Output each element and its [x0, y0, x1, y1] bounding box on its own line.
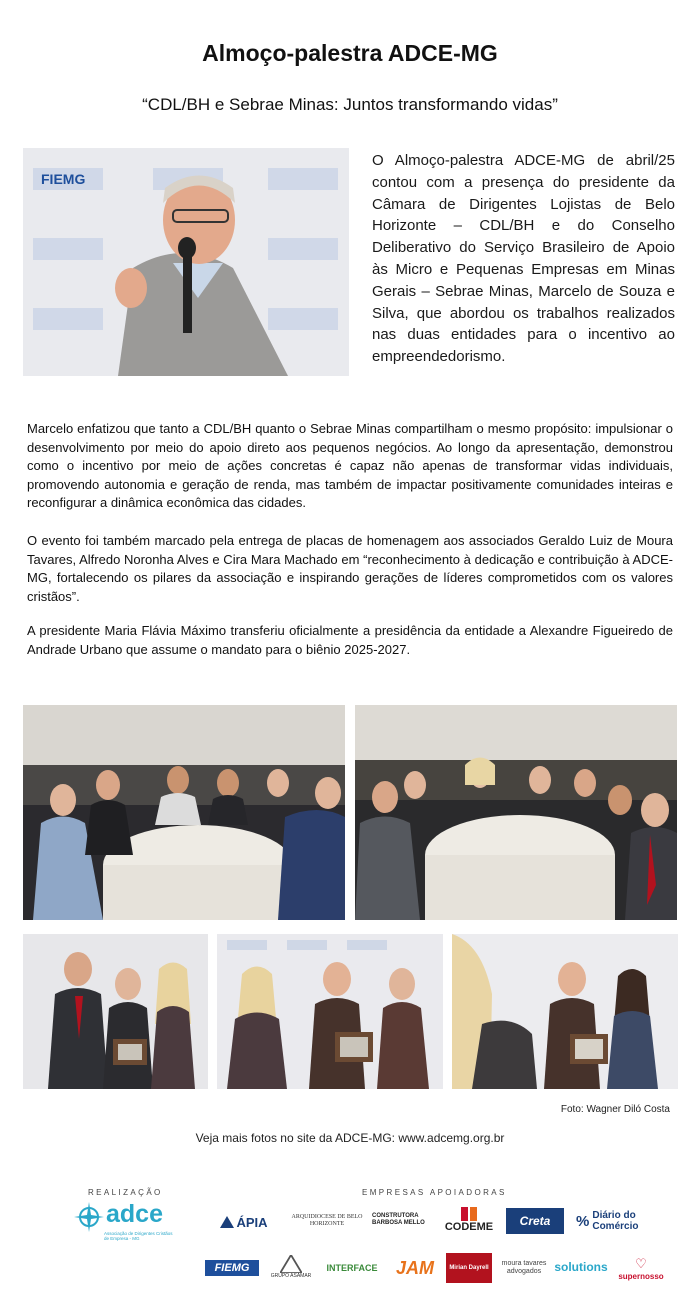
- asamar-triangle-icon: [280, 1255, 302, 1273]
- sponsor-jam: [392, 1255, 438, 1281]
- award-photo-2: [217, 934, 443, 1089]
- apoiadoras-label: EMPRESAS APOIADORAS: [362, 1188, 507, 1197]
- sponsor-jam-name: JAM: [395, 1257, 434, 1278]
- intro-paragraph: O Almoço-palestra ADCE-MG de abril/25 contou com a presença do presidente da Câmara de Dirigentes Lojistas de Belo Horizonte – CDL/BH e do Conselho Deliberativo do Serviço Brasileiro de Apoio às Micro e Pequenas Empresas em Minas Gerais – Sebrae Minas, Marcelo de Souza e Silva, que abordou os trabalhos realizados nas duas entidades para o incentivo ao empreendedorismo.: [372, 152, 675, 366]
- sponsor-arquidiocese-name: ARQUIDIOCESE DE BELO HORIZONTE: [291, 1214, 363, 1227]
- fiemg-banner-text: FIEMG: [41, 171, 86, 187]
- codeme-icon: [461, 1207, 477, 1221]
- sponsor-fiemg: [205, 1260, 259, 1276]
- page-title: Almoço-palestra ADCE-MG: [202, 40, 498, 66]
- sponsor-fiemg-name: FIEMG: [214, 1262, 250, 1274]
- adce-logo: [72, 1200, 176, 1246]
- dinner-photo-left: [23, 705, 345, 920]
- sponsor-interface: [320, 1259, 384, 1277]
- sponsor-creta-name: Creta: [519, 1214, 551, 1228]
- more-photos-link[interactable]: Veja mais fotos no site da ADCE-MG: www.adcemg.org.br: [195, 1131, 505, 1145]
- sponsor-arquidiocese: [285, 1208, 369, 1234]
- adce-tagline: Associação de Dirigentes Cristãos de Empresa - MG: [104, 1231, 173, 1241]
- diario-percent-icon: %: [576, 1212, 590, 1230]
- adce-wordmark: adce: [106, 1200, 163, 1228]
- speaker-photo: [23, 148, 349, 376]
- photo-credit: Foto: Wagner Diló Costa: [560, 1104, 670, 1115]
- sponsor-asamar: [266, 1250, 316, 1284]
- sponsor-barbosa-mello: [372, 1206, 434, 1234]
- sponsor-codeme: [440, 1203, 498, 1237]
- sponsor-diario-name: Diário do Comércio: [592, 1210, 639, 1232]
- sponsor-mirian-name: Mirian Dayrell: [449, 1265, 489, 1271]
- sponsor-apia-name: ÁPIA: [236, 1214, 268, 1230]
- sponsor-solutions-name: solutions: [554, 1260, 608, 1274]
- sponsor-supernosso: [614, 1252, 668, 1284]
- sponsor-codeme-name: CODEME: [444, 1221, 494, 1233]
- sponsor-apia: [216, 1212, 272, 1232]
- sponsor-supernosso-name: supernosso: [618, 1271, 664, 1281]
- supernosso-heart-icon: ♡: [635, 1255, 647, 1271]
- sponsor-asamar-name: GRUPO ASAMAR: [270, 1273, 312, 1279]
- dinner-photo-right: [355, 705, 677, 920]
- body-paragraph-2: O evento foi também marcado pela entrega de placas de homenagem aos associados Geraldo Luiz de Moura Tavares, Alfredo Noronha Alves e Cira Mara Machado em “reconhecimento à dedicação e contribuição à ADCE-MG, fortalecendo os pilares da associação e inspirando gerações de líderes comprometidos com os valores cristãos”.: [27, 533, 673, 604]
- sponsor-interface-name: INTERFACE: [326, 1263, 378, 1273]
- sponsor-moura-tavares-name: moura tavares advogados: [501, 1260, 547, 1275]
- body-paragraph-1: Marcelo enfatizou que tanto a CDL/BH quanto o Sebrae Minas compartilham o mesmo propósito: impulsionar o desenvolvimento por meio do apoio direto aos pequenos negócios. Ao longo da apresentação, demonstrou como o incentivo por meio de ações concretas é capaz não apenas de transformar vidas individuais, promovendo autonomia e geração de renda, mas também de impactar positivamente comunidades inteiras e reconfigurar a dinâmica econômica das cidades.: [27, 421, 673, 511]
- sponsor-moura-tavares: [498, 1253, 550, 1283]
- sponsor-barbosa-mello-name: CONSTRUTORA BARBOSA MELLO: [372, 1213, 425, 1226]
- apia-triangle-icon: [220, 1216, 234, 1228]
- sponsor-creta: [506, 1208, 564, 1234]
- award-photo-1: [23, 934, 208, 1089]
- realizacao-label: REALIZAÇÃO: [88, 1188, 163, 1197]
- adce-star-icon: [74, 1202, 104, 1232]
- sponsor-mirian: [446, 1253, 492, 1283]
- award-photo-3: [452, 934, 678, 1089]
- sponsor-solutions: [554, 1256, 608, 1278]
- page-subtitle: “CDL/BH e Sebrae Minas: Juntos transformando vidas”: [142, 95, 558, 114]
- sponsor-diario: [576, 1208, 652, 1234]
- body-paragraph-3: A presidente Maria Flávia Máximo transferiu oficialmente a presidência da entidade a Alexandre Figueiredo de Andrade Urbano que assume o mandato para o biênio 2025-2027.: [27, 623, 673, 657]
